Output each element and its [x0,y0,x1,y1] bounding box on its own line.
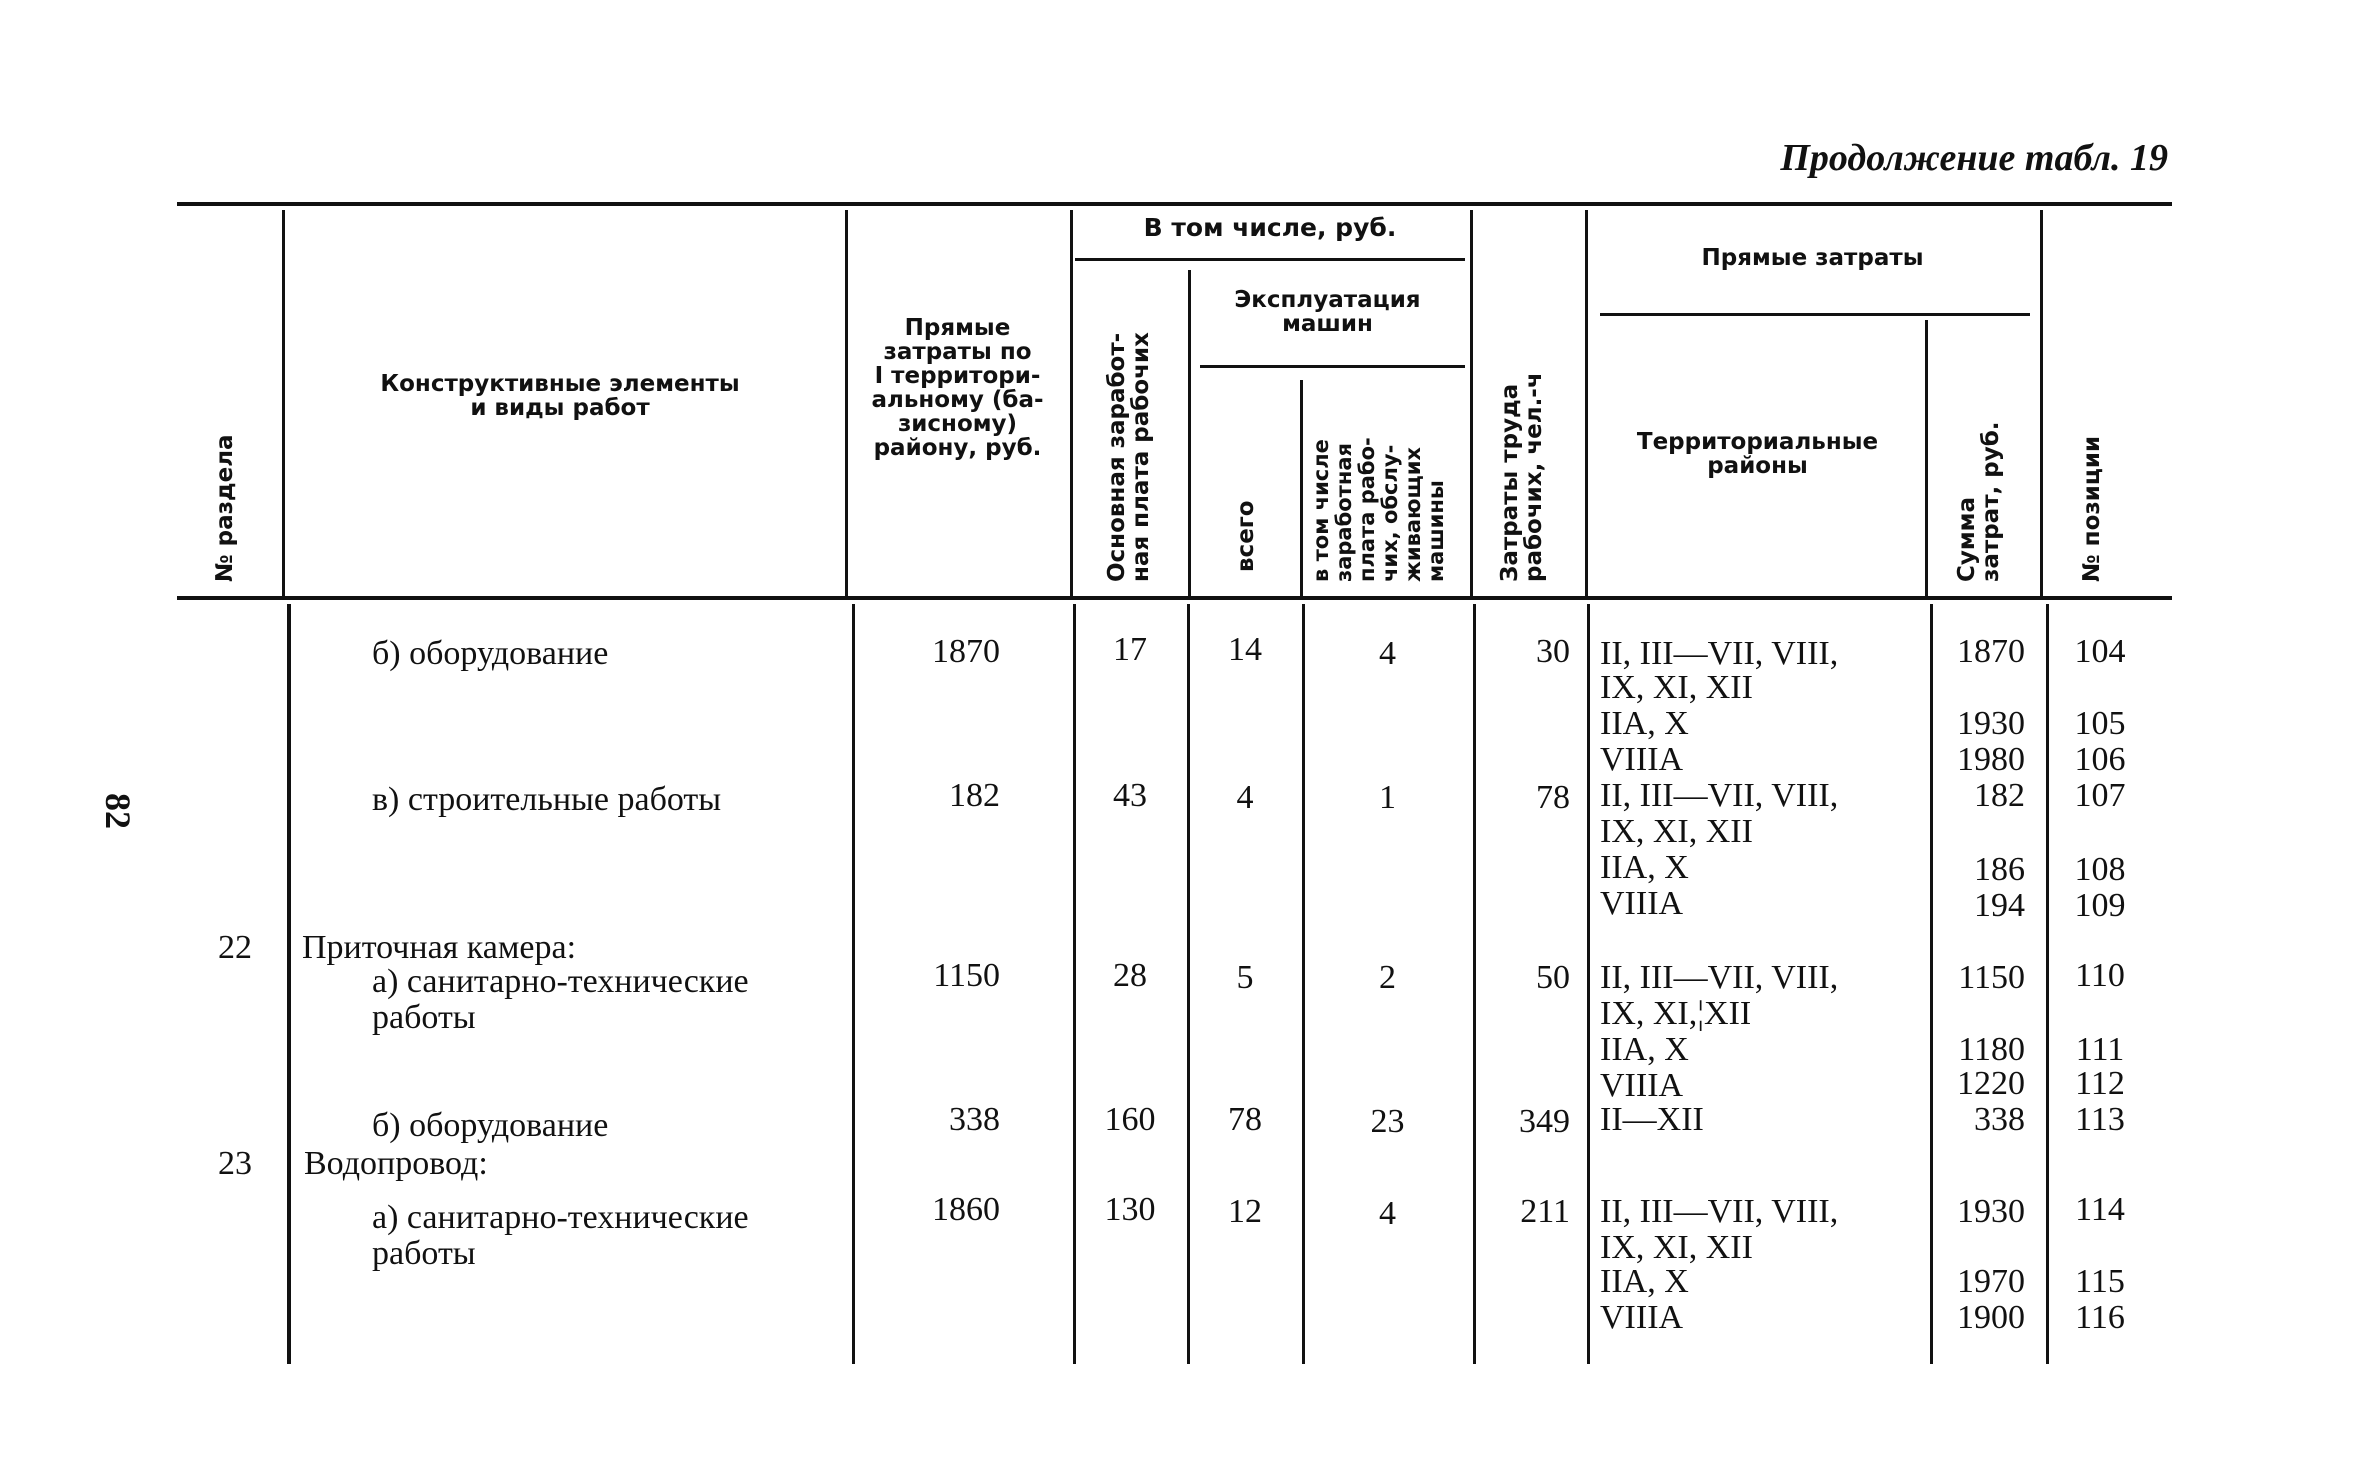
col-divider [282,210,285,596]
cell-sum: 1180 [1958,1031,2025,1068]
col-divider [2040,210,2043,596]
cell-wage: 17 [1113,631,1147,668]
cell-labor: 349 [1519,1103,1570,1140]
col-divider [287,604,291,1364]
row-name: в) строительные работы [372,781,722,818]
cell-mach: 5 [1236,959,1254,996]
cell-pos: 106 [2074,741,2126,778]
cell-mach-wage: 4 [1379,1195,1396,1232]
page-number: 82 [98,793,138,829]
cell-region: IX, XI, XII [1600,669,1753,706]
row-name: а) санитарно-технические [372,1199,749,1236]
col-divider [1585,210,1588,596]
header-bottom-rule [177,596,2172,600]
cell-base: 182 [949,777,1000,814]
cell-pos: 113 [2075,1101,2125,1138]
col-divider [852,604,855,1364]
cell-sum: 182 [1974,777,2025,814]
cell-region: VIIIA [1600,1299,1684,1336]
row-name: б) оборудование [372,1107,609,1144]
header-regions: Территориальные районы [1636,429,1879,479]
col-divider [1930,604,1933,1364]
cell-region: II, III—VII, VIII, [1600,1193,1839,1230]
cell-region: IIA, X [1600,849,1689,886]
cell-base: 1860 [932,1191,1000,1228]
cell-pos: 109 [2074,887,2126,924]
col-divider [1587,604,1590,1364]
cell-region: IX, XI, XII [1600,1229,1753,1266]
section-title: Водопровод: [304,1145,488,1182]
table-title: Продолжение табл. 19 [1780,137,2168,179]
cell-mach: 78 [1228,1101,1262,1138]
cell-pos: 108 [2074,851,2126,888]
cell-labor: 78 [1536,779,1570,816]
row-name-cont: работы [372,1235,476,1272]
cell-pos: 114 [2075,1191,2125,1228]
cell-region: VIIIA [1600,1067,1684,1104]
cell-pos: 104 [2074,633,2126,670]
cell-sum: 338 [1974,1101,2025,1138]
col-divider [1925,320,1928,596]
cell-region: II, III—VII, VIII, [1600,635,1839,672]
header-base-wage: Основная заработ- ная плата рабочих [1104,332,1154,582]
cell-region: IIA, X [1600,1263,1689,1300]
cell-labor: 50 [1536,959,1570,996]
cell-region: IIA, X [1600,1031,1689,1068]
cell-mach: 14 [1228,631,1262,668]
cell-region: II, III—VII, VIII, [1600,777,1839,814]
cell-mach-wage: 2 [1379,959,1396,996]
cell-sum: 1980 [1957,741,2025,778]
header-incl-rub: В том числе, руб. [1143,213,1397,242]
cell-pos: 107 [2074,777,2126,814]
incl-rule [1075,258,1465,261]
cell-pos: 115 [2075,1263,2125,1300]
header-direct-costs-base: Прямые затраты по I территори- альному (ба- зисному) району, руб. [871,315,1044,461]
section-number: 22 [218,929,252,966]
col-divider [1070,210,1073,596]
cell-wage: 160 [1104,1101,1156,1138]
cell-wage: 130 [1104,1191,1156,1228]
cell-mach-wage: 1 [1379,779,1396,816]
cell-labor: 30 [1536,633,1570,670]
col-divider [845,210,848,596]
header-position-no: № позиции [2079,435,2105,582]
direct-costs-rule [1600,313,2030,316]
cell-sum: 1930 [1957,1193,2025,1230]
cell-region: II—XII [1600,1101,1704,1138]
cell-sum: 1970 [1957,1263,2025,1300]
cell-mach: 4 [1236,779,1254,816]
col-divider [1470,210,1473,596]
header-elements: Конструктивные элементы и виды работ [380,371,740,421]
cell-sum: 194 [1974,887,2025,924]
cell-region: IIA, X [1600,705,1689,742]
cell-wage: 28 [1113,957,1147,994]
top-rule [177,202,2172,206]
cell-sum: 1870 [1957,633,2025,670]
cell-mach-wage: 4 [1379,635,1396,672]
cell-base: 1870 [932,633,1000,670]
cell-pos: 105 [2074,705,2126,742]
cell-sum: 186 [1974,851,2025,888]
cell-region: VIIIA [1600,885,1684,922]
cell-mach: 12 [1228,1193,1262,1230]
cell-sum: 1150 [1958,959,2025,996]
cell-sum: 1900 [1957,1299,2025,1336]
header-machines-total: всего [1233,500,1259,572]
machines-rule [1200,365,1465,368]
cell-mach-wage: 23 [1370,1103,1405,1140]
col-divider [2046,604,2049,1364]
col-divider [1188,270,1191,596]
header-machines-wage: в том числе заработная плата рабо- чих, обслу- живающих машины [1309,437,1448,582]
section-title: Приточная камера: [302,929,577,966]
col-divider [1300,380,1303,596]
row-name: б) оборудование [372,635,609,672]
cell-region: IX, XI,¦XII [1600,995,1752,1032]
cell-region: IX, XI, XII [1600,813,1753,850]
cell-sum: 1220 [1957,1065,2025,1102]
cell-sum: 1930 [1957,705,2025,742]
cell-base: 1150 [933,957,1000,994]
cell-pos: 112 [2075,1065,2125,1102]
section-number: 23 [218,1145,252,1182]
header-direct-costs: Прямые затраты [1701,245,1924,271]
cell-pos: 116 [2075,1299,2125,1336]
cell-region: VIIIA [1600,741,1684,778]
header-section-no: № раздела [212,434,238,582]
row-name-cont: работы [372,999,476,1036]
header-sum-costs: Сумма затрат, руб. [1954,421,2004,582]
cell-labor: 211 [1520,1193,1570,1230]
header-machines: Эксплуатация машин [1234,287,1421,337]
row-name: а) санитарно-технические [372,963,749,1000]
cell-pos: 111 [2075,1031,2125,1068]
cell-base: 338 [949,1101,1000,1138]
header-labor: Затраты труда рабочих, чел.-ч [1497,372,1547,582]
cell-pos: 110 [2075,957,2125,994]
cell-wage: 43 [1113,777,1147,814]
cell-region: II, III—VII, VIII, [1600,959,1839,996]
